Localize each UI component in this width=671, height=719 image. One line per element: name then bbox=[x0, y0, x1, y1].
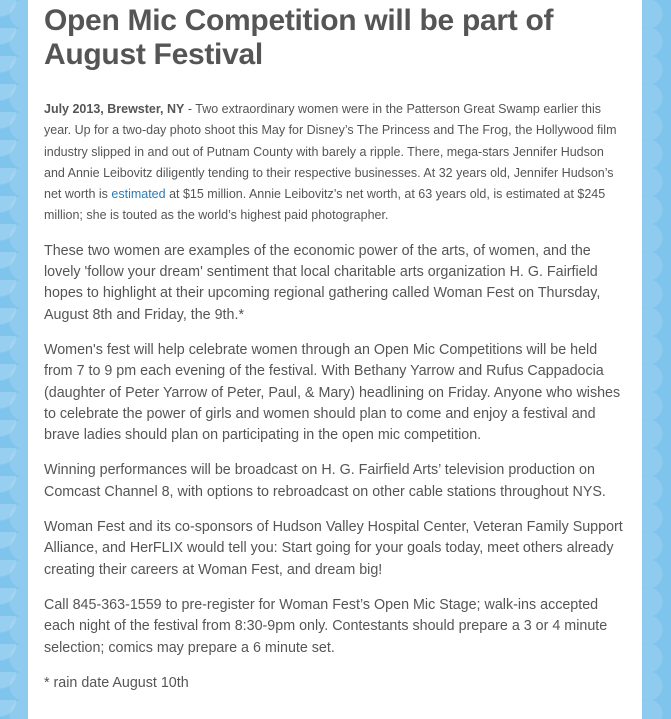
paragraph-sponsors: Woman Fest and its co-sponsors of Hudson Valley Hospital Center, Veteran Family Support Alliance, and HerFLIX would tell you: Start going for your goals today, meet others already creating their careers at Woman Fest, and dream big! bbox=[44, 519, 623, 578]
article-title: Open Mic Competition will be part of August Festival bbox=[44, 4, 554, 71]
intro-text-b: at $15 million. Annie Leibovitz’s net worth, at 63 years old, is estimated at $245 million; she is touted as the world’s highest paid photographer. bbox=[44, 187, 606, 223]
intro-text-a: - Two extraordinary women were in the Patterson Great Swamp earlier this year. Up for a two-day photo shoot this May for Disney’s The Princess and The Frog, the Hollywood film industry slipped in and out of Putnam County with barely a ripple. There, mega-stars Jennifer Hudson and Annie Leibovitz diligently tending to their respective businesses. At 32 years old, Jennifer Hudson’s net worth is bbox=[44, 102, 617, 202]
paragraph-open-mic: Women's fest will help celebrate women through an Open Mic Competitions will be held from 7 to 9 pm each evening of the festival. With Bethany Yarrow and Rufus Cappadocia (daughter of Peter Yarrow of Peter, Paul, & Mary) headlining on Friday. Anyone who wishes to celebrate the power of girls and women should plan to come and enjoy a festival and brave ladies should plan on participating in the open mic competition. bbox=[44, 341, 621, 444]
intro-paragraph bbox=[44, 99, 626, 227]
paragraph-broadcast: Winning performances will be broadcast on H. G. Fairfield Arts’ television production on Comcast Channel 8, with options to rebroadcast on other cable stations throughout NYS. bbox=[44, 462, 606, 500]
footnote-rain-date: * rain date August 10th bbox=[44, 674, 189, 691]
dateline: July 2013, Brewster, NY bbox=[44, 102, 185, 116]
paragraph-registration: Call 845-363-1559 to pre-register for Woman Fest’s Open Mic Stage; walk-ins accepted each night of the festival from 8:30-9pm only. Contestants should prepare a 3 or 4 minute selection; comics may prepare a 6 minute set. bbox=[44, 596, 608, 656]
paragraph-economic-power: These two women are examples of the economic power of the arts, of women, and the lovely 'follow your dream' sentiment that local charitable arts organization H. G. Fairfield hopes to highlight at their upcoming regional gathering called Woman Fest on Thursday, August 8th and Friday, the 9th.* bbox=[44, 242, 601, 323]
estimated-link[interactable]: estimated bbox=[111, 187, 166, 202]
article-container bbox=[28, 0, 642, 719]
